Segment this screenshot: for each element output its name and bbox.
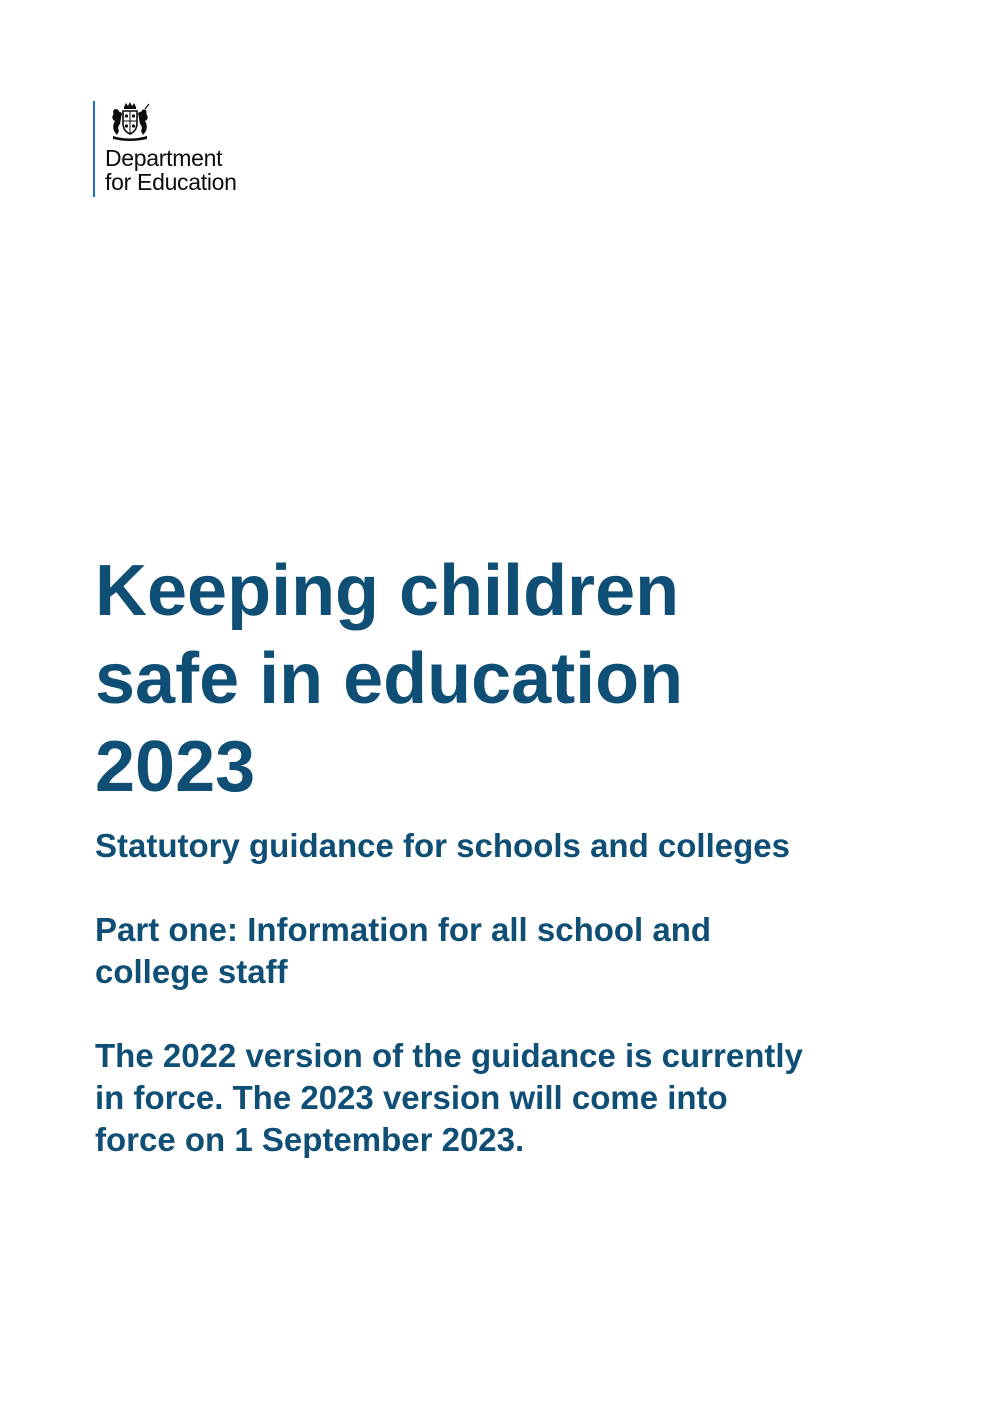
logo-rule: [93, 101, 95, 197]
part-heading: [95, 909, 925, 993]
department-logo: [93, 101, 237, 197]
logo-content: [105, 101, 237, 197]
document-title: [95, 547, 915, 811]
title-line1: Keeping children: [95, 551, 680, 631]
version-notice-line1: The 2022 version of the guidance is currently: [95, 1037, 803, 1074]
department-name-line2: for Education: [105, 169, 237, 195]
version-notice-line3: force on 1 September 2023.: [95, 1121, 525, 1158]
royal-crest-icon: [107, 101, 153, 141]
part-heading-line2: college staff: [95, 953, 288, 990]
title-line2: safe in education: [95, 639, 684, 719]
version-notice: [95, 1035, 925, 1161]
part-heading-line1: Part one: Information for all school and: [95, 911, 712, 948]
subtitle-text: Statutory guidance for schools and colleges: [95, 827, 790, 864]
title-line3: 2023: [95, 727, 256, 807]
department-name: [105, 146, 237, 194]
department-name-line1: Department: [105, 145, 223, 171]
document-subtitle: [95, 825, 925, 867]
version-notice-line2: in force. The 2023 version will come into: [95, 1079, 728, 1116]
